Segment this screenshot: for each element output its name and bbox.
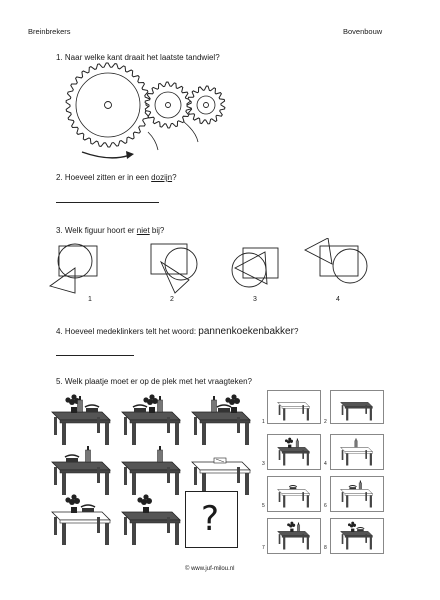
- question-mark-box: [185, 491, 238, 548]
- answer-label-4: 4: [324, 461, 327, 467]
- figure-4: [305, 238, 367, 283]
- answer-options-art: [267, 390, 382, 552]
- figure-label-2: 2: [170, 296, 174, 303]
- puzzle-cell-2-2: [122, 446, 180, 495]
- puzzle-cell-2-1: [52, 446, 110, 495]
- question-1-text: 1. Naar welke kant draait het laatste tandwiel?: [56, 53, 220, 62]
- puzzle-cell-1-2: [122, 394, 180, 445]
- figure-label-1: 1: [88, 296, 92, 303]
- answer-label-3: 3: [262, 461, 265, 467]
- figure-1: [50, 244, 97, 293]
- answer-label-1: 1: [262, 419, 265, 425]
- answer-line-4: [56, 355, 134, 356]
- puzzle-cell-3-1: [52, 494, 110, 545]
- question-3-text: 3. Welk figuur hoort er niet bij?: [56, 226, 165, 235]
- question-4-text: 4. Hoeveel medeklinkers telt het woord: pannenkoekenbakker?: [56, 326, 299, 337]
- header-left: Breinbrekers: [28, 27, 71, 36]
- answer-label-6: 6: [324, 503, 327, 509]
- answer-label-7: 7: [262, 545, 265, 551]
- question-5-text: 5. Welk plaatje moet er op de plek met het vraagteken?: [56, 377, 252, 386]
- puzzle-cell-3-2: [122, 494, 180, 545]
- small-gear-icon: [187, 86, 225, 124]
- answer-label-8: 8: [324, 545, 327, 551]
- question-mark: ?: [201, 499, 220, 539]
- question-2-text: 2. Hoeveel zitten er in een dozijn?: [56, 173, 177, 182]
- figure-2: [151, 244, 197, 293]
- answer-line-2: [56, 202, 159, 203]
- answer-label-2: 2: [324, 419, 327, 425]
- puzzle-cell-1-3: [192, 394, 250, 445]
- shapes-figures: [45, 238, 375, 300]
- figure-3: [232, 248, 278, 287]
- figure-label-3: 3: [253, 296, 257, 303]
- header-right: Bovenbouw: [343, 27, 383, 36]
- answer-label-5: 5: [262, 503, 265, 509]
- large-gear-icon: [66, 63, 150, 147]
- footer-credit: © www.juf-milou.nl: [185, 566, 235, 572]
- figure-label-4: 4: [336, 296, 340, 303]
- puzzle-cell-1-1: [52, 394, 110, 445]
- medium-gear-icon: [145, 82, 191, 128]
- rotation-arrow-icon: [82, 152, 130, 158]
- puzzle-cell-2-3: [192, 458, 250, 495]
- question-4-word: pannenkoekenbakker: [198, 326, 294, 337]
- gears-illustration: [60, 62, 240, 172]
